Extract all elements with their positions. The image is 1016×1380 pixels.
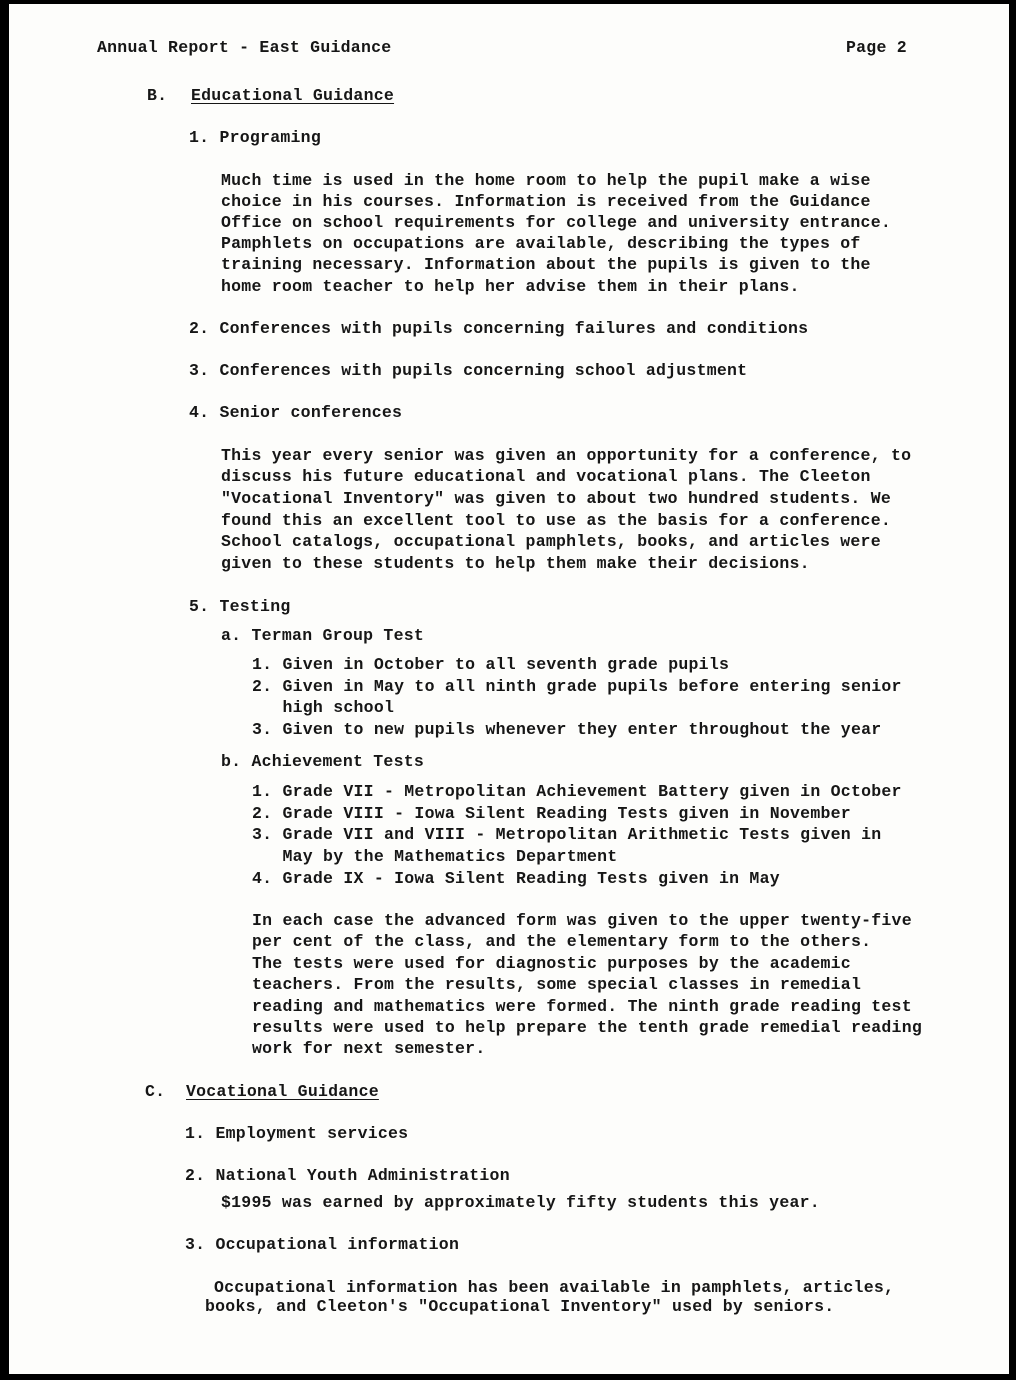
b-item4-line: "Vocational Inventory" was given to about two hundred students. We <box>221 489 892 508</box>
b-item4-line: This year every senior was given an opportunity for a conference, to <box>221 446 912 465</box>
c-item2-heading: 2. National Youth Administration <box>185 1166 510 1185</box>
b-item4-line: found this an excellent tool to use as the basis for a conference. <box>221 511 892 530</box>
b-item5-line: The tests were used for diagnostic purposes by the academic <box>252 954 851 973</box>
c-item1: 1. Employment services <box>185 1124 409 1143</box>
b-item5-line: reading and mathematics were formed. The ninth grade reading test <box>252 997 912 1016</box>
b-item5-sub-b-item: 3. Grade VII and VIII - Metropolitan Arithmetic Tests given in <box>252 825 882 844</box>
b-item5-sub-a-item: high school <box>252 698 395 717</box>
b-item5-sub-a-item: 1. Given in October to all seventh grade pupils <box>252 655 730 674</box>
b-item1-line: choice in his courses. Information is received from the Guidance <box>221 192 871 211</box>
b-item5-line: per cent of the class, and the elementary form to the others. <box>252 932 872 951</box>
document-page <box>9 4 1009 1374</box>
b-item5-sub-a-item: 2. Given in May to all ninth grade pupils before entering senior <box>252 677 902 696</box>
b-item5-line: work for next semester. <box>252 1039 486 1058</box>
b-item5-sub-b-item: May by the Mathematics Department <box>252 847 618 866</box>
b-item5-line: teachers. From the results, some special classes in remedial <box>252 975 862 994</box>
c-item3-line: Occupational information has been available in pamphlets, articles, <box>214 1278 895 1297</box>
b-item5-heading: 5. Testing <box>189 597 291 616</box>
b-item1-line: Much time is used in the home room to help the pupil make a wise <box>221 171 871 190</box>
b-item5-line: In each case the advanced form was given to the upper twenty-five <box>252 911 912 930</box>
b-item1-heading: 1. Programing <box>189 128 321 147</box>
section-b-title: Educational Guidance <box>191 86 395 105</box>
b-item4-line: School catalogs, occupational pamphlets, books, and articles were <box>221 532 881 551</box>
b-item1-line: training necessary. Information about the pupils is given to the <box>221 255 871 274</box>
b-item1-line: home room teacher to help her advise them in their plans. <box>221 277 800 296</box>
report-title: Annual Report - East Guidance <box>97 38 392 57</box>
b-item5-sub-b-item: 4. Grade IX - Iowa Silent Reading Tests given in May <box>252 869 780 888</box>
b-item1-line: Pamphlets on occupations are available, describing the types of <box>221 234 861 253</box>
section-c-letter: C. <box>145 1082 166 1101</box>
b-item5-sub-b-item: 2. Grade VIII - Iowa Silent Reading Tests given in November <box>252 804 851 823</box>
b-item1-line: Office on school requirements for college and university entrance. <box>221 213 892 232</box>
b-item4-heading: 4. Senior conferences <box>189 403 403 422</box>
page-number: Page 2 <box>846 38 907 57</box>
b-item5-sub-a-heading: a. Terman Group Test <box>221 626 425 645</box>
c-item3-line: books, and Cleeton's "Occupational Inventory" used by seniors. <box>205 1297 835 1316</box>
section-c-title: Vocational Guidance <box>186 1082 379 1101</box>
b-item3: 3. Conferences with pupils concerning school adjustment <box>189 361 748 380</box>
c-item2-line: $1995 was earned by approximately fifty students this year. <box>221 1193 820 1212</box>
b-item5-sub-b-heading: b. Achievement Tests <box>221 752 425 771</box>
b-item5-sub-a-item: 3. Given to new pupils whenever they enter throughout the year <box>252 720 882 739</box>
b-item4-line: discuss his future educational and vocational plans. The Cleeton <box>221 467 871 486</box>
section-b-letter: B. <box>147 86 168 105</box>
c-item3-heading: 3. Occupational information <box>185 1235 460 1254</box>
b-item5-line: results were used to help prepare the tenth grade remedial reading <box>252 1018 923 1037</box>
b-item5-sub-b-item: 1. Grade VII - Metropolitan Achievement Battery given in October <box>252 782 902 801</box>
b-item2: 2. Conferences with pupils concerning failures and conditions <box>189 319 809 338</box>
b-item4-line: given to these students to help them make their decisions. <box>221 554 810 573</box>
